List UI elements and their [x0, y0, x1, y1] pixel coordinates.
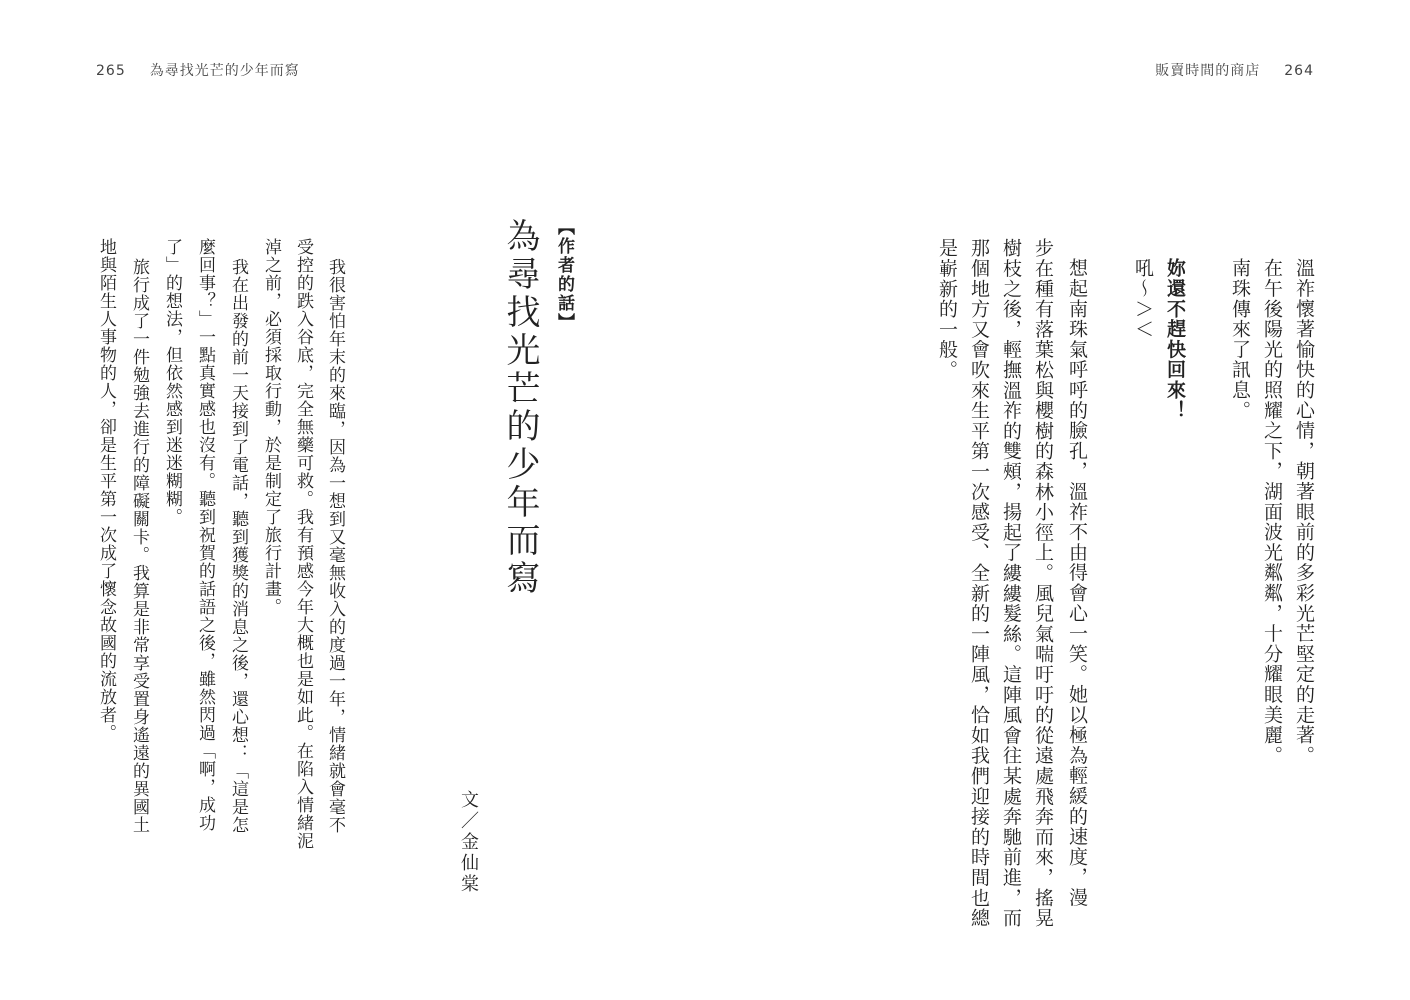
left-page-header	[96, 60, 300, 80]
story-line: 那個地方又會吹來生平第一次感受、全新的一陣風，恰如我們迎接的時間也總	[968, 238, 990, 929]
right-running-title: 販賣時間的商店	[1155, 63, 1261, 79]
note-line: 我很害怕年末的來臨，因為一想到又毫無收入的度過一年，情緒就會毫不	[325, 258, 345, 834]
story-line: 想起南珠氣呼呼的臉孔，溫祚不由得會心一笑。她以極為輕緩的速度，漫	[1066, 258, 1088, 908]
story-line: 在午後陽光的照耀之下，湖面波光粼粼，十分耀眼美麗。	[1261, 258, 1283, 766]
note-line: 旅行成了一件勉強去進行的障礙關卡。我算是非常享受置身遙遠的異國土	[129, 258, 149, 834]
section-tag: 【作者的話】	[554, 218, 574, 332]
message-text: 吼～＞＜	[1132, 258, 1154, 340]
note-line: 我在出發的前一天接到了電話，聽到獲獎的消息之後，還心想：「這是怎	[228, 258, 248, 834]
right-page-number: 264	[1284, 63, 1314, 79]
left-running-title: 為尋找光芒的少年而寫	[149, 63, 300, 79]
note-line: 了」的想法，但依然感到迷迷糊糊。	[162, 238, 182, 526]
story-line: 是嶄新的一般。	[936, 238, 958, 381]
note-line: 麼回事？」一點真實感也沒有。聽到祝賀的話語之後，雖然閃過「啊，成功	[195, 238, 215, 832]
note-line: 地與陌生人事物的人，卻是生平第一次成了懷念故國的流放者。	[96, 238, 116, 742]
note-line: 淖之前，必須採取行動，於是制定了旅行計畫。	[261, 238, 281, 616]
story-line: 溫祚懷著愉快的心情，朝著眼前的多彩光芒堅定的走著。	[1293, 258, 1315, 766]
left-page-number: 265	[96, 63, 126, 79]
story-line: 南珠傳來了訊息。	[1229, 258, 1251, 421]
story-line: 步在種有落葉松與櫻樹的森林小徑上。風兒氣喘吁吁的從遠處飛奔而來，搖晃	[1032, 238, 1054, 929]
story-line: 樹枝之後，輕撫溫祚的雙頰，揚起了縷縷髮絲。這陣風會往某處奔馳前進，而	[1000, 238, 1022, 929]
author-byline: 文／金仙棠	[458, 790, 479, 895]
message-text: 妳還不趕快回來！	[1164, 258, 1186, 421]
note-line: 受控的跌入谷底，完全無藥可救。我有預感今年大概也是如此。在陷入情緒泥	[293, 238, 313, 850]
right-page-header	[1155, 60, 1314, 80]
page-title: 為尋找光芒的少年而寫	[500, 218, 540, 598]
